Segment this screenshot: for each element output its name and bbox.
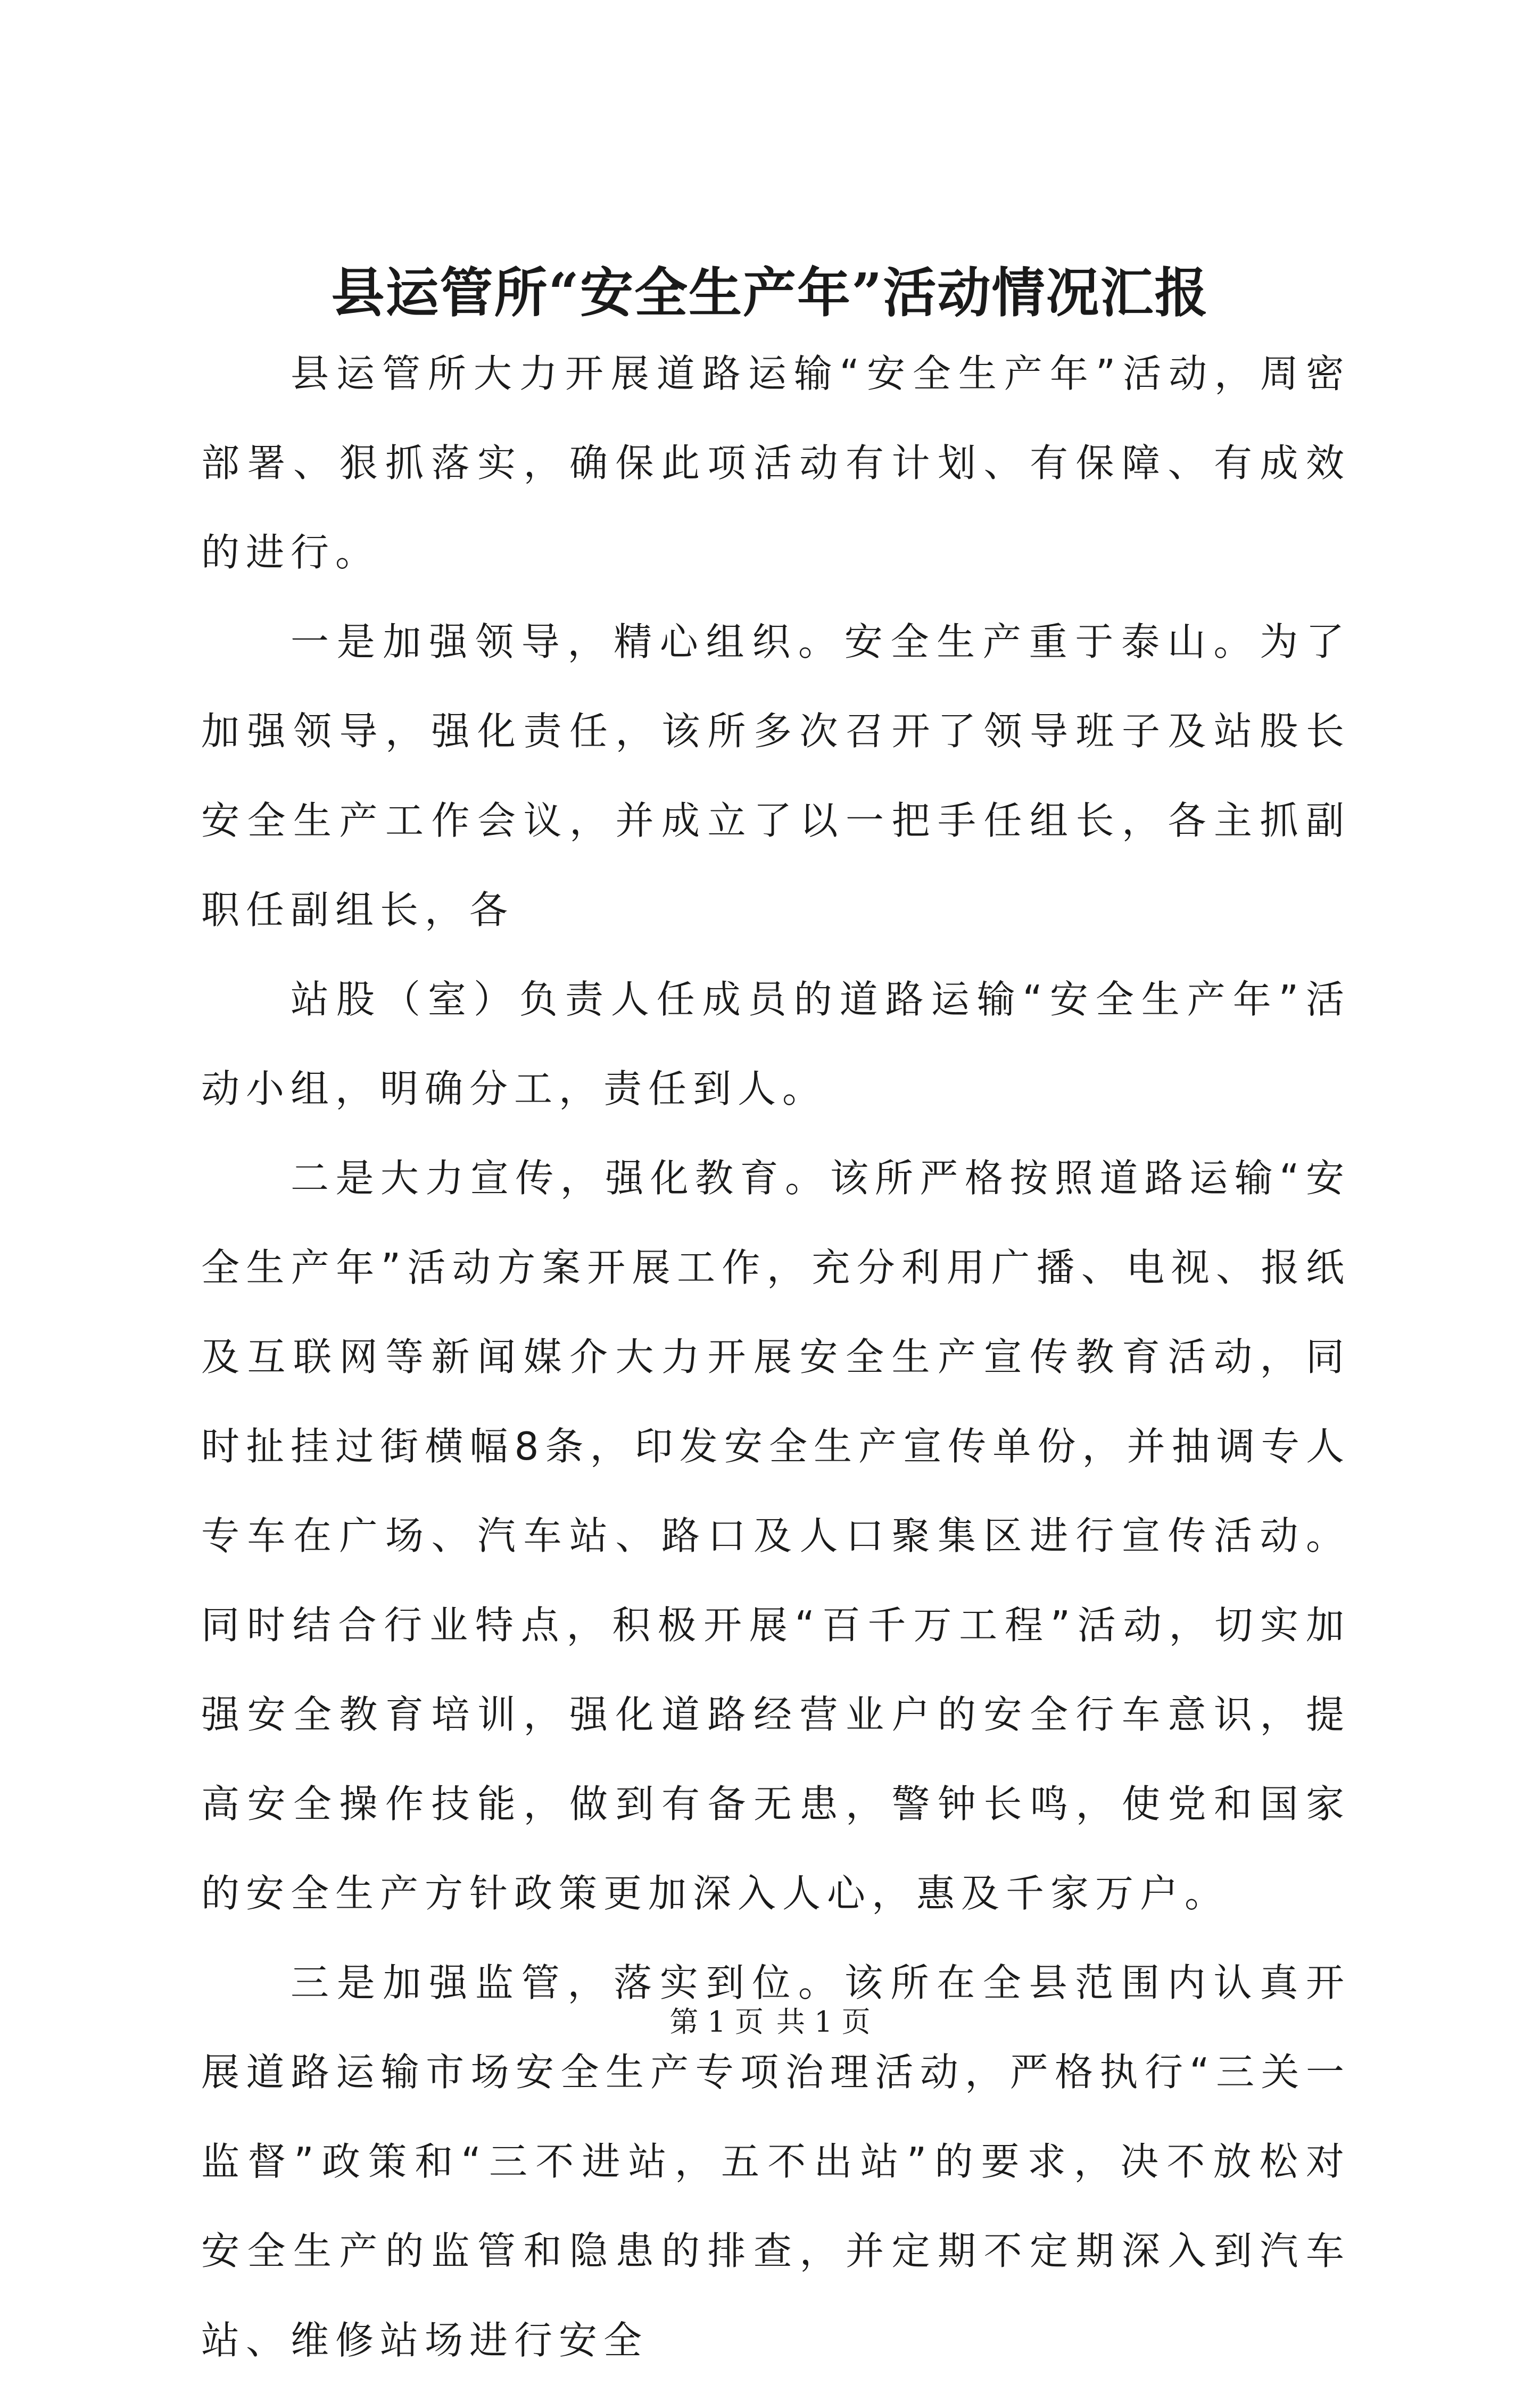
page-footer xyxy=(0,2001,1540,2043)
document-title: 县运管所“安全生产年”活动情况汇报 xyxy=(331,261,1209,324)
page-number: 第 1 页 xyxy=(669,2005,764,2039)
document-body xyxy=(201,329,1351,2385)
paragraph-intro: 县运管所大力开展道路运输“安全生产年”活动，周密部署、狠抓落实，确保此项活动有计划、有保障、有成效的进行。 xyxy=(201,351,1351,575)
paragraph-publicity: 二是大力宣传，强化教育。该所严格按照道路运输“安全生产年”活动方案开展工作，充分利用广播、电视、报纸及互联网等新闻媒介大力开展安全生产宣传教育活动，同时扯挂过街横幅8条，印发安全生产宣传单份，并抽调专人专车在广场、汽车站、路口及人口聚集区进行宣传活动。同时结合行业特点，积极开展“百千万工程”活动，切实加强安全教育培训，强化道路经营业户的安全行车意识，提高安全操作技能，做到有备无患，警钟长鸣，使党和国家的安全生产方针政策更加深入人心，惠及千家万户。 xyxy=(201,1156,1351,1916)
page-total: 共 1 页 xyxy=(776,2005,871,2039)
paragraph-supervision: 三是加强监管，落实到位。该所在全县范围内认真开展道路运输市场安全生产专项治理活动，严格执行“三关一监督”政策和“三不进站，五不出站”的要求，决不放松对安全生产的监管和隐患的排查，并定期不定期深入到汽车站、维修站场进行安全 xyxy=(201,1960,1351,2363)
paragraph-leadership: 一是加强领导，精心组织。安全生产重于泰山。为了加强领导，强化责任，该所多次召开了领导班子及站股长安全生产工作会议，并成立了以一把手任组长，各主抓副职任副组长，各 xyxy=(201,619,1351,932)
paragraph-leadership-continued: 站股（室）负责人任成员的道路运输“安全生产年”活动小组，明确分工，责任到人。 xyxy=(201,977,1351,1111)
